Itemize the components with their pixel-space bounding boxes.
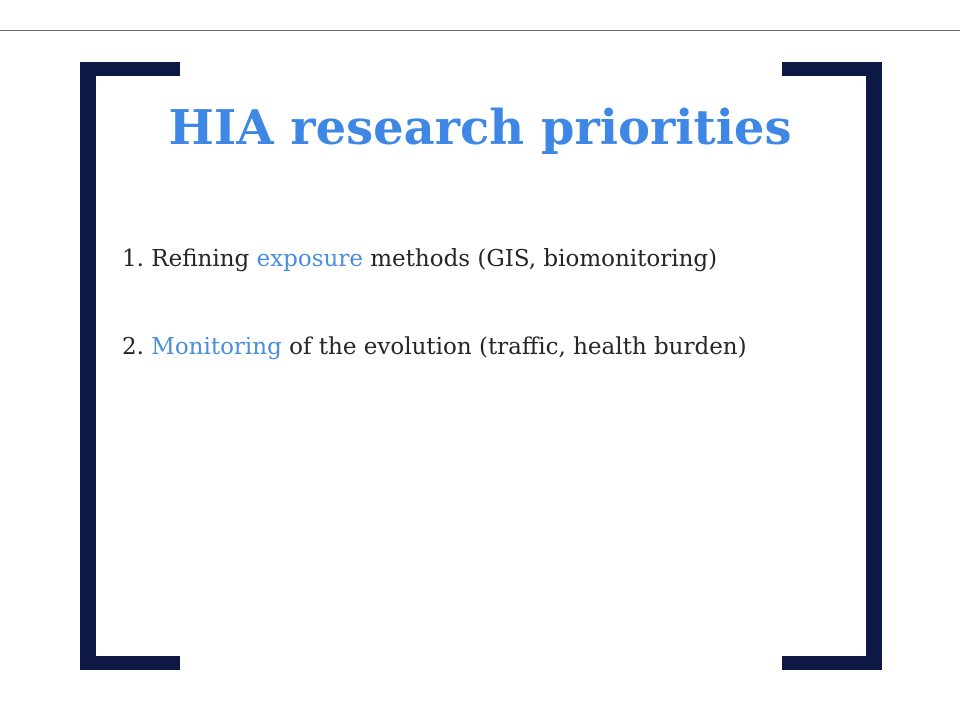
list-item-highlight: exposure [256,246,363,272]
slide-title: HIA research priorities [168,100,792,156]
list-item-number: 1. [122,246,144,272]
list-item-text: methods (GIS, biomonitoring) [370,246,718,272]
list-item [122,246,717,272]
list-item-highlight: Monitoring [151,334,282,360]
top-divider-line [0,30,960,31]
list-item-number: 2. [122,334,144,360]
list-item [122,334,747,360]
list-item-text: Refining [151,246,250,272]
list-item-text: of the evolution (traffic, health burden) [289,334,747,360]
